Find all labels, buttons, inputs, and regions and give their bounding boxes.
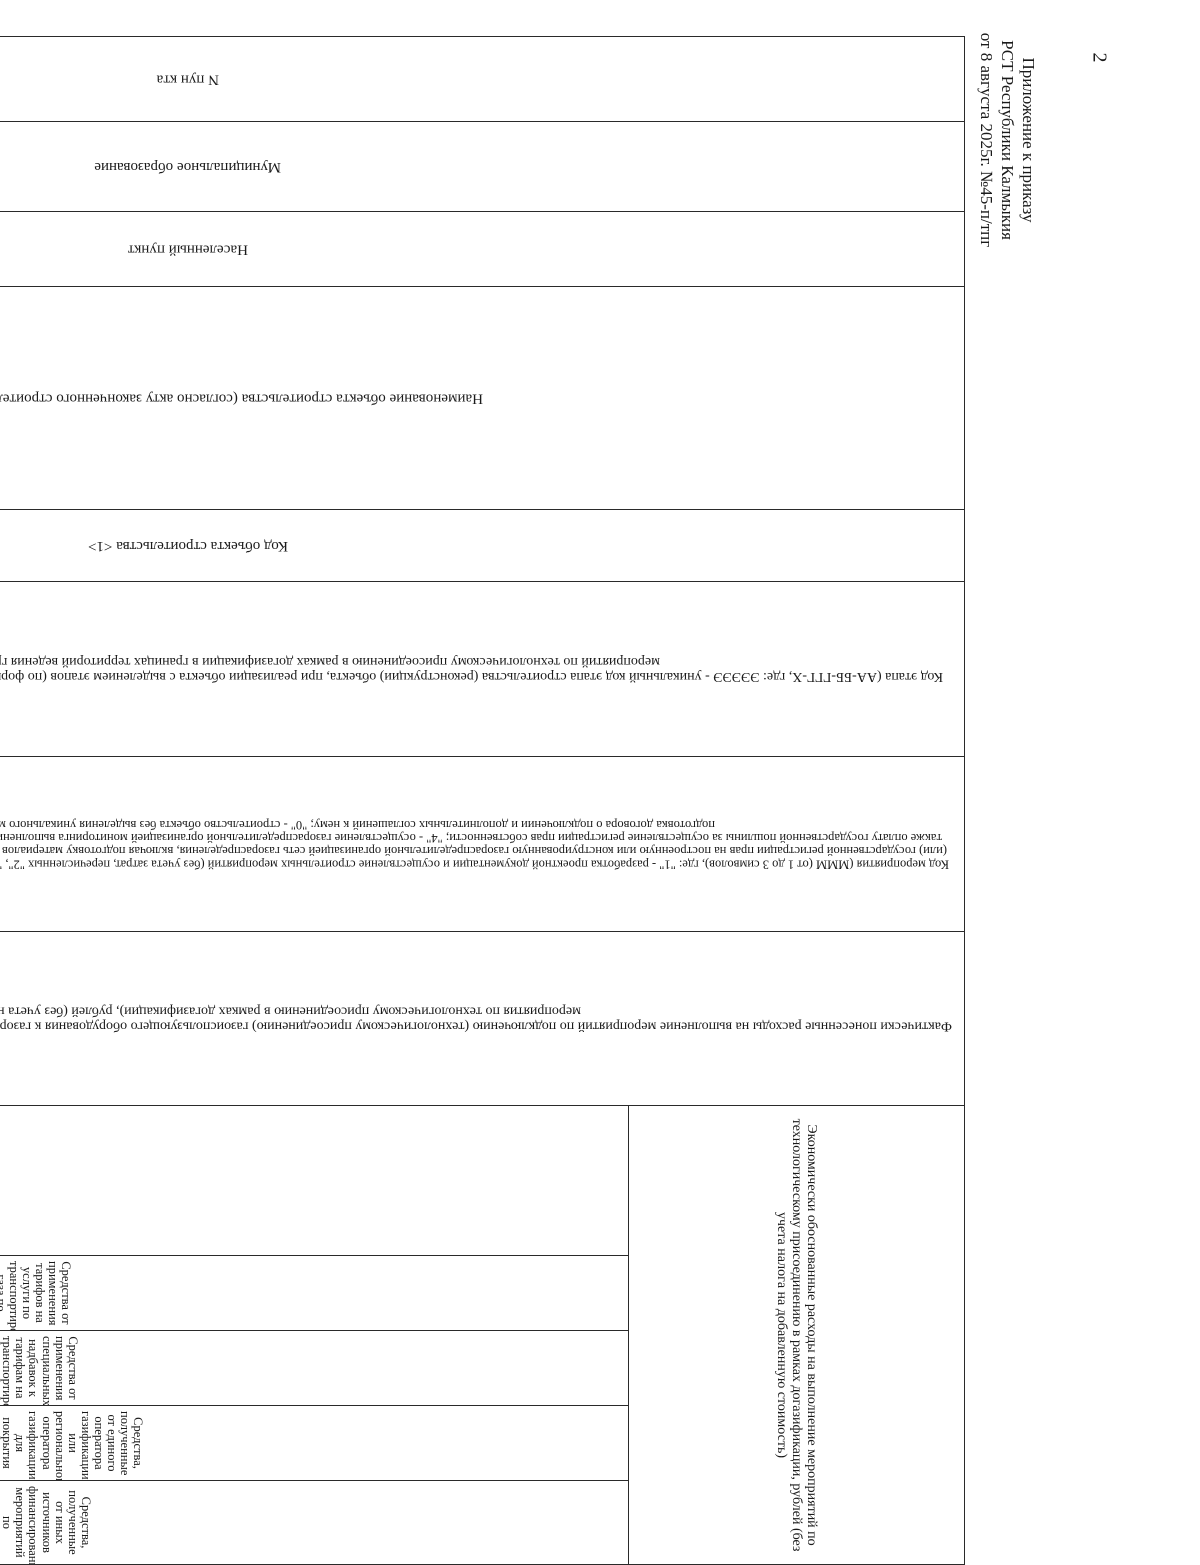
approval-line-3: от 8 августа 2025г. №45-п/тпг — [976, 30, 997, 250]
page-number: 2 — [1088, 53, 1111, 63]
header-num: N пун кта — [0, 37, 965, 122]
approval-line-1: Приложение к приказу — [1018, 30, 1039, 250]
header-economic-costs-group: Экономически обоснованные расходы на выполнение мероприятий по технологическому присоединению в рамках догазификации, рублей (без учета налога на добавленную стоимость) — [628, 1106, 964, 1565]
dogasification-costs-table — [0, 36, 965, 1565]
header-event-code: Код мероприятия (МММ (от 1 до 3 символов), где: "1" - разработка проектной документации и осуществление строительных мероприятий (без учета затрат, перечисленных "2", "3 государственной регистрации прав на построенную или конструированную газораспределительной организацией сеть газораспределения, включая подготовку материалов для оплату государственной пошлины за осуществление регистрации прав собственности; "4" - осуществление газораспределительной организацией мониторинга выполнения заяви договора о подключении и дополнительных соглашений к нему; "0" - строительство объекта без выделения уникального мероп — [0, 757, 965, 932]
header-row — [628, 37, 964, 1565]
header-actual-costs: Фактически понесенные расходы на выполнение мероприятий по подключению (технологическому присоединению) газоиспользующего оборудования к газо мероприятия по технологическому присоединению в рамках догазификации), рублей (без учета — [0, 932, 965, 1106]
header-settlement: Населенный пункт — [0, 212, 965, 287]
header-col-11: Средства от применения специальных надбавок к тарифам на транспортировку — [0, 1331, 628, 1406]
approval-line-2: РСТ Республики Калмыкия — [997, 30, 1018, 250]
header-object-code: Код объекта строительства <1> — [0, 510, 965, 582]
header-object-name: Наименование объекта строительства (согласно акту законченного строите — [0, 287, 965, 510]
header-total — [0, 1106, 628, 1256]
header-col-12: Средства, полученные от единого оператора газификации или регионального оператора газификации для покрытия — [0, 1406, 628, 1481]
header-municipality: Муниципальное образование — [0, 122, 965, 212]
header-stage-code: Код этапа (АА-ББ-ГГГ-Х, где: ЭЭЭЭЭ - уникальный код этапа строительства (реконструкции) объекта, при реализации объекта с выделением этапов (по фо мероприятий по технологическому присоединению в рамках догазификации в границах территорий ведения — [0, 582, 965, 757]
header-col-10: Средства от применения тарифов на услуги по транспортировке — [0, 1256, 628, 1331]
approval-header — [976, 30, 1039, 250]
header-col-13: Средства, полученные от иных источников финансирования мероприятий по — [0, 1481, 628, 1565]
